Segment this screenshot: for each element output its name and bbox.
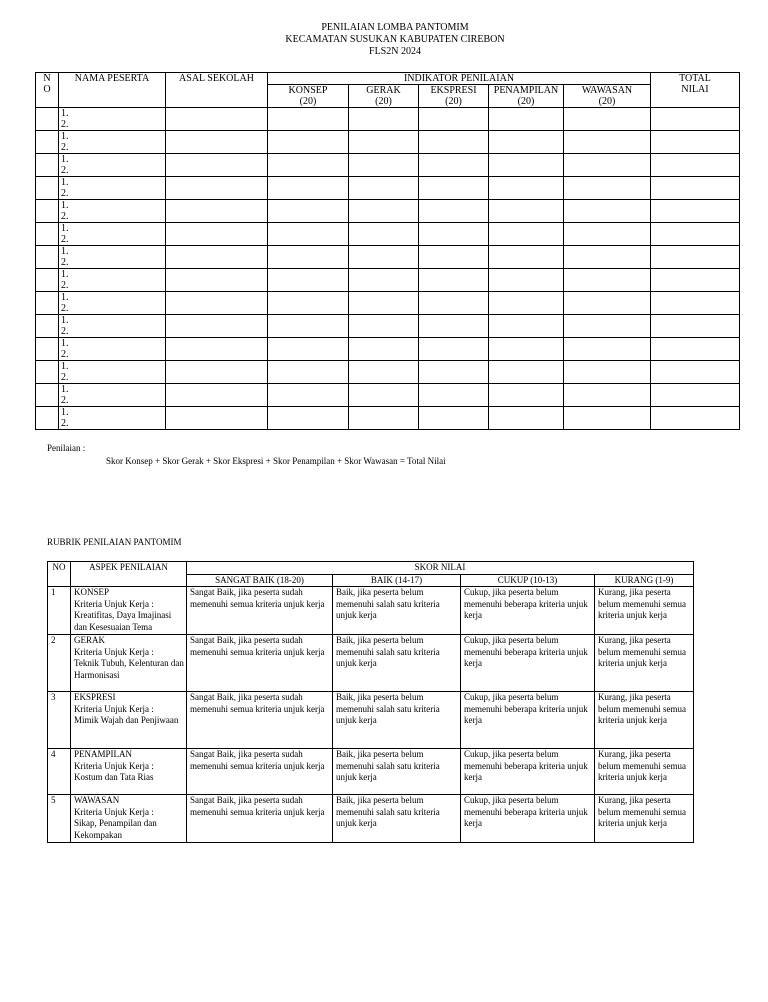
table-cell — [166, 407, 268, 430]
table-cell — [268, 269, 349, 292]
col-header-konsep: KONSEP (20) — [268, 85, 349, 108]
table-cell — [268, 154, 349, 177]
table-cell — [268, 200, 349, 223]
table-cell — [349, 223, 419, 246]
participant-line: 1. — [61, 177, 69, 188]
table-cell — [564, 177, 651, 200]
table-cell — [564, 292, 651, 315]
table-cell — [36, 269, 59, 292]
table-cell — [564, 131, 651, 154]
table-cell — [349, 292, 419, 315]
table-cell — [36, 407, 59, 430]
table-cell — [268, 292, 349, 315]
table-cell — [349, 131, 419, 154]
table-cell — [564, 338, 651, 361]
table-cell — [419, 223, 489, 246]
table-cell — [489, 361, 564, 384]
table-cell — [489, 223, 564, 246]
participant-line: 1. — [61, 407, 69, 418]
table-row — [36, 108, 740, 131]
participant-line: 1. — [61, 223, 69, 234]
rubric-sangat-baik-cell: Sangat Baik, jika peserta sudah memenuhi semua kriteria unjuk kerja — [187, 692, 333, 749]
rubric-aspek-cell: EKSPRESI Kriteria Unjuk Kerja : Mimik Wajah dan Penjiwaan — [71, 692, 187, 749]
table-cell — [36, 131, 59, 154]
table-cell — [564, 154, 651, 177]
rubric-row — [48, 749, 694, 795]
header-title: PENILAIAN LOMBA PANTOMIM — [321, 22, 469, 33]
participant-line: 2. — [61, 119, 69, 130]
rubric-sangat-baik-cell: Sangat Baik, jika peserta sudah memenuhi semua kriteria unjuk kerja — [187, 795, 333, 843]
rubric-no-cell: 2 — [48, 635, 71, 692]
rubric-kurang-cell: Kurang, jika peserta belum memenuhi semua kriteria unjuk kerja — [595, 749, 694, 795]
table-cell — [564, 361, 651, 384]
table-cell — [36, 338, 59, 361]
table-row — [36, 315, 740, 338]
table-cell — [419, 177, 489, 200]
rubric-sangat-baik-cell: Sangat Baik, jika peserta sudah memenuhi semua kriteria unjuk kerja — [187, 749, 333, 795]
table-cell — [419, 246, 489, 269]
score-sheet-body — [36, 108, 740, 430]
participant-line: 2. — [61, 234, 69, 245]
table-cell — [651, 154, 740, 177]
participant-line: 2. — [61, 349, 69, 360]
table-cell — [349, 269, 419, 292]
table-cell — [651, 338, 740, 361]
participant-cell — [59, 154, 166, 177]
rubric-level-baik: BAIK (14-17) — [333, 574, 461, 587]
table-cell — [489, 154, 564, 177]
table-row — [36, 177, 740, 200]
rubric-cukup-cell: Cukup, jika peserta belum memenuhi beberapa kriteria unjuk kerja — [461, 635, 595, 692]
table-cell — [489, 407, 564, 430]
table-cell — [166, 361, 268, 384]
participant-line: 1. — [61, 131, 69, 142]
table-cell — [268, 407, 349, 430]
participant-line: 1. — [61, 292, 69, 303]
table-cell — [651, 292, 740, 315]
rubric-aspek-cell: WAWASAN Kriteria Unjuk Kerja : Sikap, Penampilan dan Kekompakan — [71, 795, 187, 843]
col-header-wawasan: WAWASAN (20) — [564, 85, 651, 108]
table-cell — [419, 269, 489, 292]
rubric-cukup-cell: Cukup, jika peserta belum memenuhi beberapa kriteria unjuk kerja — [461, 795, 595, 843]
penilaian-label: Penilaian : — [47, 443, 86, 453]
rubric-kurang-cell: Kurang, jika peserta belum memenuhi semua kriteria unjuk kerja — [595, 587, 694, 635]
table-cell — [419, 200, 489, 223]
table-cell — [349, 338, 419, 361]
table-cell — [489, 292, 564, 315]
table-cell — [419, 384, 489, 407]
table-cell — [564, 108, 651, 131]
table-cell — [419, 338, 489, 361]
table-cell — [651, 384, 740, 407]
participant-line: 1. — [61, 338, 69, 349]
participant-cell — [59, 200, 166, 223]
table-cell — [419, 108, 489, 131]
table-row — [36, 269, 740, 292]
participant-cell — [59, 361, 166, 384]
table-cell — [564, 384, 651, 407]
table-cell — [489, 315, 564, 338]
rubric-cukup-cell: Cukup, jika peserta belum memenuhi beberapa kriteria unjuk kerja — [461, 749, 595, 795]
rubric-cukup-cell: Cukup, jika peserta belum memenuhi beberapa kriteria unjuk kerja — [461, 587, 595, 635]
participant-line: 2. — [61, 418, 69, 429]
table-cell — [36, 292, 59, 315]
table-cell — [36, 384, 59, 407]
table-cell — [166, 315, 268, 338]
rubric-baik-cell: Baik, jika peserta belum memenuhi salah satu kriteria unjuk kerja — [333, 587, 461, 635]
table-cell — [349, 315, 419, 338]
table-cell — [419, 315, 489, 338]
participant-cell — [59, 315, 166, 338]
table-row — [36, 292, 740, 315]
participant-line: 2. — [61, 326, 69, 337]
table-cell — [419, 154, 489, 177]
table-cell — [166, 108, 268, 131]
table-cell — [349, 407, 419, 430]
table-cell — [349, 108, 419, 131]
table-cell — [166, 154, 268, 177]
table-cell — [166, 384, 268, 407]
table-row — [36, 200, 740, 223]
table-cell — [349, 361, 419, 384]
participant-line: 1. — [61, 246, 69, 257]
table-cell — [419, 361, 489, 384]
table-cell — [564, 223, 651, 246]
participant-line: 1. — [61, 108, 69, 119]
rubric-no-cell: 3 — [48, 692, 71, 749]
participant-cell — [59, 177, 166, 200]
table-cell — [651, 131, 740, 154]
rubric-col-skor: SKOR NILAI — [187, 562, 694, 575]
table-cell — [419, 131, 489, 154]
score-sheet-table — [35, 72, 740, 430]
rubric-kurang-cell: Kurang, jika peserta belum memenuhi semua kriteria unjuk kerja — [595, 635, 694, 692]
participant-line: 2. — [61, 211, 69, 222]
rubric-baik-cell: Baik, jika peserta belum memenuhi salah satu kriteria unjuk kerja — [333, 692, 461, 749]
participant-cell — [59, 407, 166, 430]
table-cell — [564, 246, 651, 269]
table-cell — [489, 338, 564, 361]
table-row — [36, 154, 740, 177]
table-cell — [36, 223, 59, 246]
table-cell — [36, 315, 59, 338]
col-header-penampilan: PENAMPILAN (20) — [489, 85, 564, 108]
col-header-total: TOTAL NILAI — [651, 73, 740, 108]
col-header-indikator: INDIKATOR PENILAIAN — [268, 73, 651, 85]
table-row — [36, 384, 740, 407]
table-row — [36, 338, 740, 361]
rubric-row — [48, 587, 694, 635]
col-header-asal: ASAL SEKOLAH — [166, 73, 268, 108]
table-cell — [651, 269, 740, 292]
participant-cell — [59, 246, 166, 269]
rubric-no-cell: 5 — [48, 795, 71, 843]
table-cell — [651, 223, 740, 246]
rubric-aspek-cell: KONSEP Kriteria Unjuk Kerja : Kreatifitas, Daya Imajinasi dan Kesesuaian Tema — [71, 587, 187, 635]
table-cell — [651, 200, 740, 223]
table-cell — [166, 177, 268, 200]
rubric-no-cell: 1 — [48, 587, 71, 635]
table-cell — [564, 315, 651, 338]
rubric-no-cell: 4 — [48, 749, 71, 795]
table-cell — [166, 292, 268, 315]
document-header — [0, 22, 768, 58]
table-cell — [651, 315, 740, 338]
table-row — [36, 407, 740, 430]
table-cell — [349, 200, 419, 223]
participant-line: 1. — [61, 200, 69, 211]
table-cell — [36, 108, 59, 131]
table-cell — [489, 131, 564, 154]
participant-line: 2. — [61, 395, 69, 406]
header-event: FLS2N 2024 — [369, 46, 421, 57]
table-cell — [166, 338, 268, 361]
table-cell — [36, 200, 59, 223]
table-cell — [36, 246, 59, 269]
table-row — [36, 223, 740, 246]
participant-cell — [59, 384, 166, 407]
rubric-baik-cell: Baik, jika peserta belum memenuhi salah satu kriteria unjuk kerja — [333, 635, 461, 692]
table-cell — [489, 269, 564, 292]
rubric-row — [48, 692, 694, 749]
participant-line: 1. — [61, 315, 69, 326]
rubric-kurang-cell: Kurang, jika peserta belum memenuhi semua kriteria unjuk kerja — [595, 692, 694, 749]
table-cell — [651, 407, 740, 430]
table-cell — [268, 177, 349, 200]
table-cell — [166, 223, 268, 246]
rubric-aspek-cell: GERAK Kriteria Unjuk Kerja : Teknik Tubuh, Kelenturan dan Harmonisasi — [71, 635, 187, 692]
table-cell — [268, 315, 349, 338]
table-cell — [489, 384, 564, 407]
rubric-row — [48, 795, 694, 843]
penilaian-formula: Skor Konsep + Skor Gerak + Skor Ekspresi + Skor Penampilan + Skor Wawasan = Total Nilai — [106, 456, 446, 466]
table-cell — [651, 361, 740, 384]
rubric-cukup-cell: Cukup, jika peserta belum memenuhi beberapa kriteria unjuk kerja — [461, 692, 595, 749]
rubric-level-cukup: CUKUP (10-13) — [461, 574, 595, 587]
rubric-baik-cell: Baik, jika peserta belum memenuhi salah satu kriteria unjuk kerja — [333, 749, 461, 795]
participant-cell — [59, 292, 166, 315]
table-cell — [489, 177, 564, 200]
rubric-body — [48, 587, 694, 843]
table-cell — [349, 177, 419, 200]
participant-line: 2. — [61, 280, 69, 291]
col-header-gerak: GERAK (20) — [349, 85, 419, 108]
rubric-col-aspek: ASPEK PENILAIAN — [71, 562, 187, 587]
table-cell — [166, 246, 268, 269]
participant-cell — [59, 108, 166, 131]
rubric-title: RUBRIK PENILAIAN PANTOMIM — [47, 537, 182, 547]
col-header-no: N O — [36, 73, 59, 108]
table-cell — [268, 246, 349, 269]
participant-line: 2. — [61, 142, 69, 153]
participant-line: 2. — [61, 257, 69, 268]
rubric-kurang-cell: Kurang, jika peserta belum memenuhi semua kriteria unjuk kerja — [595, 795, 694, 843]
table-cell — [564, 269, 651, 292]
table-cell — [489, 200, 564, 223]
rubric-row — [48, 635, 694, 692]
table-cell — [564, 200, 651, 223]
table-cell — [268, 108, 349, 131]
table-cell — [166, 269, 268, 292]
table-cell — [564, 407, 651, 430]
participant-line: 2. — [61, 303, 69, 314]
col-header-nama: NAMA PESERTA — [59, 73, 166, 108]
table-cell — [651, 246, 740, 269]
participant-line: 2. — [61, 372, 69, 383]
table-cell — [651, 177, 740, 200]
table-cell — [166, 200, 268, 223]
participant-cell — [59, 223, 166, 246]
table-cell — [36, 361, 59, 384]
table-cell — [419, 292, 489, 315]
participant-cell — [59, 131, 166, 154]
table-cell — [268, 223, 349, 246]
col-header-ekspresi: EKSPRESI (20) — [419, 85, 489, 108]
rubric-level-sangat-baik: SANGAT BAIK (18-20) — [187, 574, 333, 587]
participant-line: 1. — [61, 384, 69, 395]
table-row — [36, 246, 740, 269]
table-cell — [166, 131, 268, 154]
table-cell — [268, 338, 349, 361]
participant-line: 1. — [61, 154, 69, 165]
table-cell — [268, 361, 349, 384]
participant-line: 2. — [61, 188, 69, 199]
table-row — [36, 131, 740, 154]
table-cell — [36, 177, 59, 200]
participant-line: 1. — [61, 361, 69, 372]
table-cell — [349, 384, 419, 407]
table-row — [36, 361, 740, 384]
table-cell — [268, 131, 349, 154]
participant-line: 1. — [61, 269, 69, 280]
table-cell — [489, 108, 564, 131]
rubric-baik-cell: Baik, jika peserta belum memenuhi salah satu kriteria unjuk kerja — [333, 795, 461, 843]
header-subtitle: KECAMATAN SUSUKAN KABUPATEN CIREBON — [285, 34, 505, 45]
participant-cell — [59, 338, 166, 361]
participant-line: 2. — [61, 165, 69, 176]
table-cell — [651, 108, 740, 131]
rubric-sangat-baik-cell: Sangat Baik, jika peserta sudah memenuhi semua kriteria unjuk kerja — [187, 635, 333, 692]
rubric-table — [47, 561, 694, 843]
rubric-col-no: NO — [48, 562, 71, 587]
participant-cell — [59, 269, 166, 292]
table-cell — [419, 407, 489, 430]
rubric-aspek-cell: PENAMPILAN Kriteria Unjuk Kerja : Kostum dan Tata Rias — [71, 749, 187, 795]
table-cell — [349, 246, 419, 269]
table-cell — [349, 154, 419, 177]
table-cell — [36, 154, 59, 177]
table-cell — [268, 384, 349, 407]
rubric-sangat-baik-cell: Sangat Baik, jika peserta sudah memenuhi semua kriteria unjuk kerja — [187, 587, 333, 635]
rubric-level-kurang: KURANG (1-9) — [595, 574, 694, 587]
table-cell — [489, 246, 564, 269]
